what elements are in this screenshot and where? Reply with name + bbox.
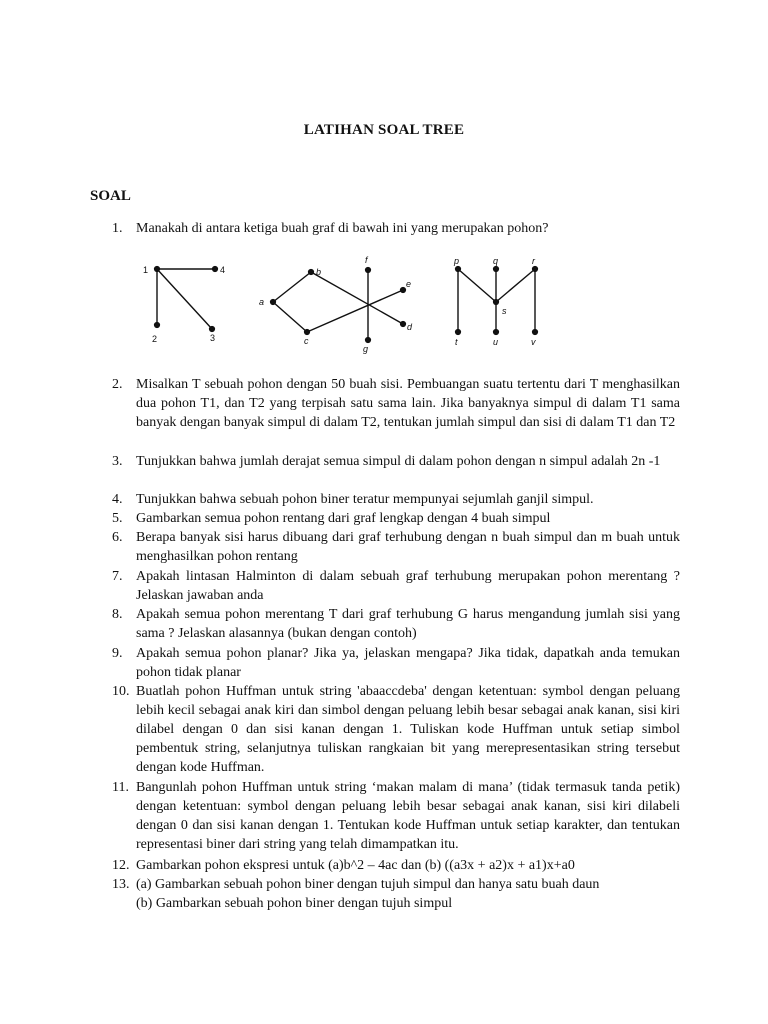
question-text: Apakah semua pohon planar? Jika ya, jelaskan mengapa? Jika tidak, dapatkah anda temukan pohon tidak planar — [136, 646, 680, 680]
question-text: (a) Gambarkan sebuah pohon biner dengan tujuh simpul dan hanya satu buah daun — [136, 877, 600, 892]
question-text: Apakah lintasan Halminton di dalam sebuah graf terhubung merupakan pohon merentang ? Jelaskan jawaban anda — [136, 569, 680, 603]
g2-label-b: b — [316, 267, 322, 277]
page-title: LATIHAN SOAL TREE — [303, 122, 465, 138]
question-12 — [112, 856, 680, 875]
question-text: Bangunlah pohon Huffman untuk string ‘makan malam di mana’ (tidak termasuk tanda petik) dengan ketentuan: symbol dengan peluang lebih besar sebagai anak kanan, sisi kiri dilabeli dengan 0 dan sisi kanan dengan 1. Tentukan kode Huffman untuk setiap karakter, dan tentukan representasi biner dari string yang telah dimampatkan itu. — [136, 780, 680, 852]
question-10 — [112, 682, 680, 777]
question-8 — [112, 605, 680, 643]
question-13 — [112, 875, 680, 913]
g3-label-q: q — [493, 256, 499, 266]
g3-label-t: t — [455, 337, 458, 347]
question-number: 7. — [112, 569, 123, 584]
graph-1 — [143, 265, 225, 344]
question-3 — [112, 452, 680, 471]
question-number: 2. — [112, 377, 123, 392]
g2-label-a: a — [259, 297, 265, 307]
question-text: Tunjukkan bahwa jumlah derajat semua simpul di dalam pohon dengan n simpul adalah 2n -1 — [136, 454, 661, 469]
g2-label-c: c — [304, 336, 309, 346]
question-6 — [112, 528, 680, 566]
question-number: 6. — [112, 530, 123, 545]
question-number: 4. — [112, 492, 123, 507]
g3-label-r: r — [532, 256, 535, 266]
question-text: Berapa banyak sisi harus dibuang dari graf terhubung dengan n buah simpul dan m buah untuk menghasilkan pohon rentang — [136, 530, 680, 564]
g2-label-g: g — [363, 344, 369, 354]
question-number: 1. — [112, 221, 123, 236]
question-number: 11. — [112, 780, 129, 795]
g1-label-3: 3 — [210, 333, 216, 343]
question-7 — [112, 567, 680, 605]
g3-label-u: u — [493, 337, 499, 347]
question-2 — [112, 375, 680, 432]
g2-label-d: d — [407, 322, 413, 332]
question-text: Apakah semua pohon merentang T dari graf terhubung G harus mengandung jumlah sisi yang sama ? Jelaskan alasannya (bukan dengan contoh) — [136, 607, 680, 641]
question-4 — [112, 490, 680, 509]
question-text: Gambarkan pohon ekspresi untuk (a)b^2 – 4ac dan (b) ((a3x + a2)x + a1)x+a0 — [136, 858, 575, 873]
section-heading: SOAL — [90, 188, 131, 204]
graph-figure — [135, 252, 555, 364]
question-number: 5. — [112, 511, 123, 526]
question-1 — [112, 219, 680, 238]
question-number: 3. — [112, 454, 123, 469]
question-number: 10. — [112, 684, 130, 699]
question-text: Tunjukkan bahwa sebuah pohon biner teratur mempunyai sejumlah ganjil simpul. — [136, 492, 594, 507]
graph-2 — [259, 255, 413, 354]
question-text: Gambarkan semua pohon rentang dari graf lengkap dengan 4 buah simpul — [136, 511, 551, 526]
g3-label-v: v — [531, 337, 536, 347]
question-number: 9. — [112, 646, 123, 661]
g3-label-s: s — [502, 306, 507, 316]
g1-label-4: 4 — [220, 265, 226, 275]
question-text: Misalkan T sebuah pohon dengan 50 buah sisi. Pembuangan suatu tertentu dari T menghasilkan dua pohon T1, dan T2 yang terpisah satu sama lain. Jika banyaknya simpul di dalam T1 sama banyak dengan banyak simpul di dalam T2, tentukan jumlah simpul dan sisi di dalam T1 dan T2 — [136, 377, 680, 430]
g2-label-e: e — [406, 279, 412, 289]
question-text: Manakah di antara ketiga buah graf di bawah ini yang merupakan pohon? — [136, 221, 549, 236]
question-number: 13. — [112, 877, 130, 892]
g3-label-p: p — [454, 256, 460, 266]
g2-label-f: f — [365, 255, 368, 265]
question-5 — [112, 509, 680, 528]
question-number: 12. — [112, 858, 130, 873]
question-9 — [112, 644, 680, 682]
question-subtext: (b) Gambarkan sebuah pohon biner dengan tujuh simpul — [136, 896, 453, 911]
graph-3 — [453, 256, 537, 347]
g1-label-1: 1 — [143, 265, 149, 275]
question-text: Buatlah pohon Huffman untuk string 'abaaccdeba' dengan ketentuan: symbol dengan peluang lebih kecil sebagai anak kiri dan simbol dengan peluang lebih besar sebagai anak kanan, sisi kiri dilabel dengan 0 dan sisi kanan dengan 1. Tuliskan kode Huffman untuk setiap simbol pembentuk string, selanjutnya tuliskan rangkaian bit yang merepresentasikan string tersebut dengan kode Huffman. — [136, 684, 680, 775]
question-11 — [112, 778, 680, 854]
g1-label-2: 2 — [152, 334, 158, 344]
question-number: 8. — [112, 607, 123, 622]
